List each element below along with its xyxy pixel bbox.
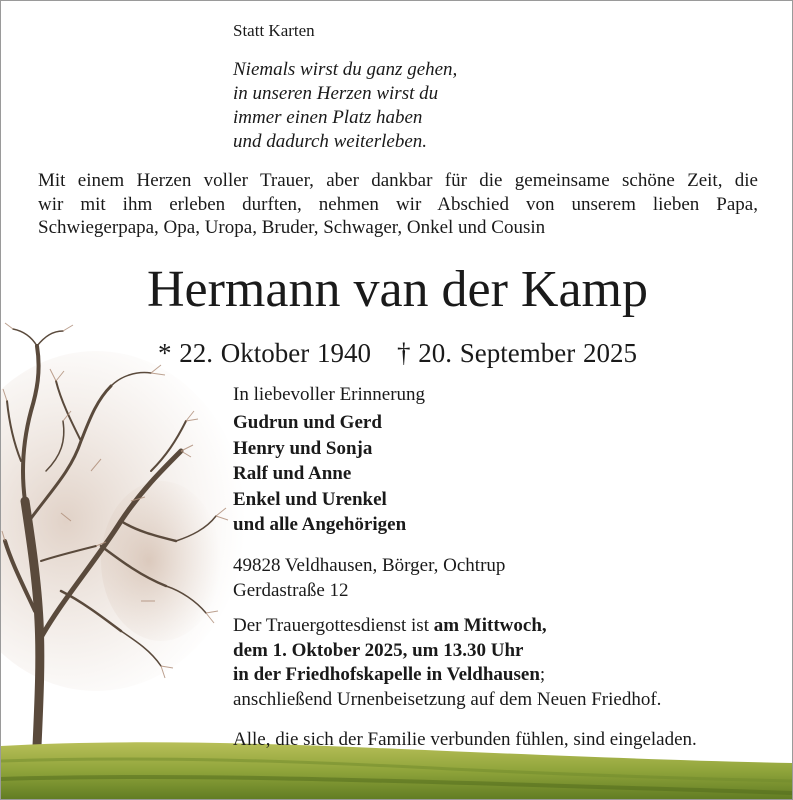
address-line: 49828 Veldhausen, Börger, Ochtrup (233, 555, 506, 576)
intro-line: wir mit ihm erleben durften, nehmen wir Abschied von unserem lieben Papa, (38, 193, 758, 215)
memorial-poem (233, 58, 457, 154)
mourner-name: Ralf und Anne (233, 463, 352, 484)
mourner-name: Gudrun und Gerd (233, 412, 382, 433)
poem-line: in unseren Herzen wirst du (233, 83, 439, 104)
poem-line: und dadurch weiterleben. (233, 131, 428, 152)
funeral-service-info (233, 614, 661, 712)
poem-line: Niemals wirst du ganz gehen, (233, 59, 458, 80)
service-line (233, 614, 661, 639)
death-date: † 20. September 2025 (397, 338, 637, 368)
intro-line: Mit einem Herzen voller Trauer, aber dankbar für die gemeinsame schöne Zeit, die (38, 170, 758, 191)
service-day: am Mittwoch, (433, 615, 547, 636)
mourner-name: Enkel und Urenkel (233, 488, 387, 510)
remembrance-intro: In liebevoller Erinnerung (233, 384, 426, 405)
service-line (233, 663, 661, 688)
mourners-list (233, 410, 406, 538)
service-location: in der Friedhofskapelle in Veldhausen (233, 664, 540, 685)
family-address (233, 554, 505, 603)
birth-date: * 22. Oktober 1940 (158, 338, 371, 368)
statt-karten-label: Statt Karten (233, 21, 315, 40)
intro-line: Schwiegerpapa, Opa, Uropa, Bruder, Schwager, Onkel und Cousin (38, 217, 546, 238)
closing-invitation: Alle, die sich der Familie verbunden fühlen, sind eingeladen. (233, 729, 697, 750)
mourner-name: und alle Angehörigen (233, 514, 407, 535)
poem-line: immer einen Platz haben (233, 107, 423, 128)
service-text: Der Trauergottesdienst ist (233, 615, 434, 636)
intro-paragraph (38, 169, 758, 240)
service-punct: ; (539, 664, 546, 685)
deceased-name: Hermann van der Kamp (146, 261, 649, 318)
life-dates (1, 336, 793, 370)
service-datetime: dem 1. Oktober 2025, um 13.30 Uhr (233, 639, 524, 661)
mourner-name: Henry und Sonja (233, 437, 373, 459)
address-line: Gerdastraße 12 (233, 579, 349, 601)
burial-info: anschließend Urnenbeisetzung auf dem Neuen Friedhof. (233, 688, 662, 710)
